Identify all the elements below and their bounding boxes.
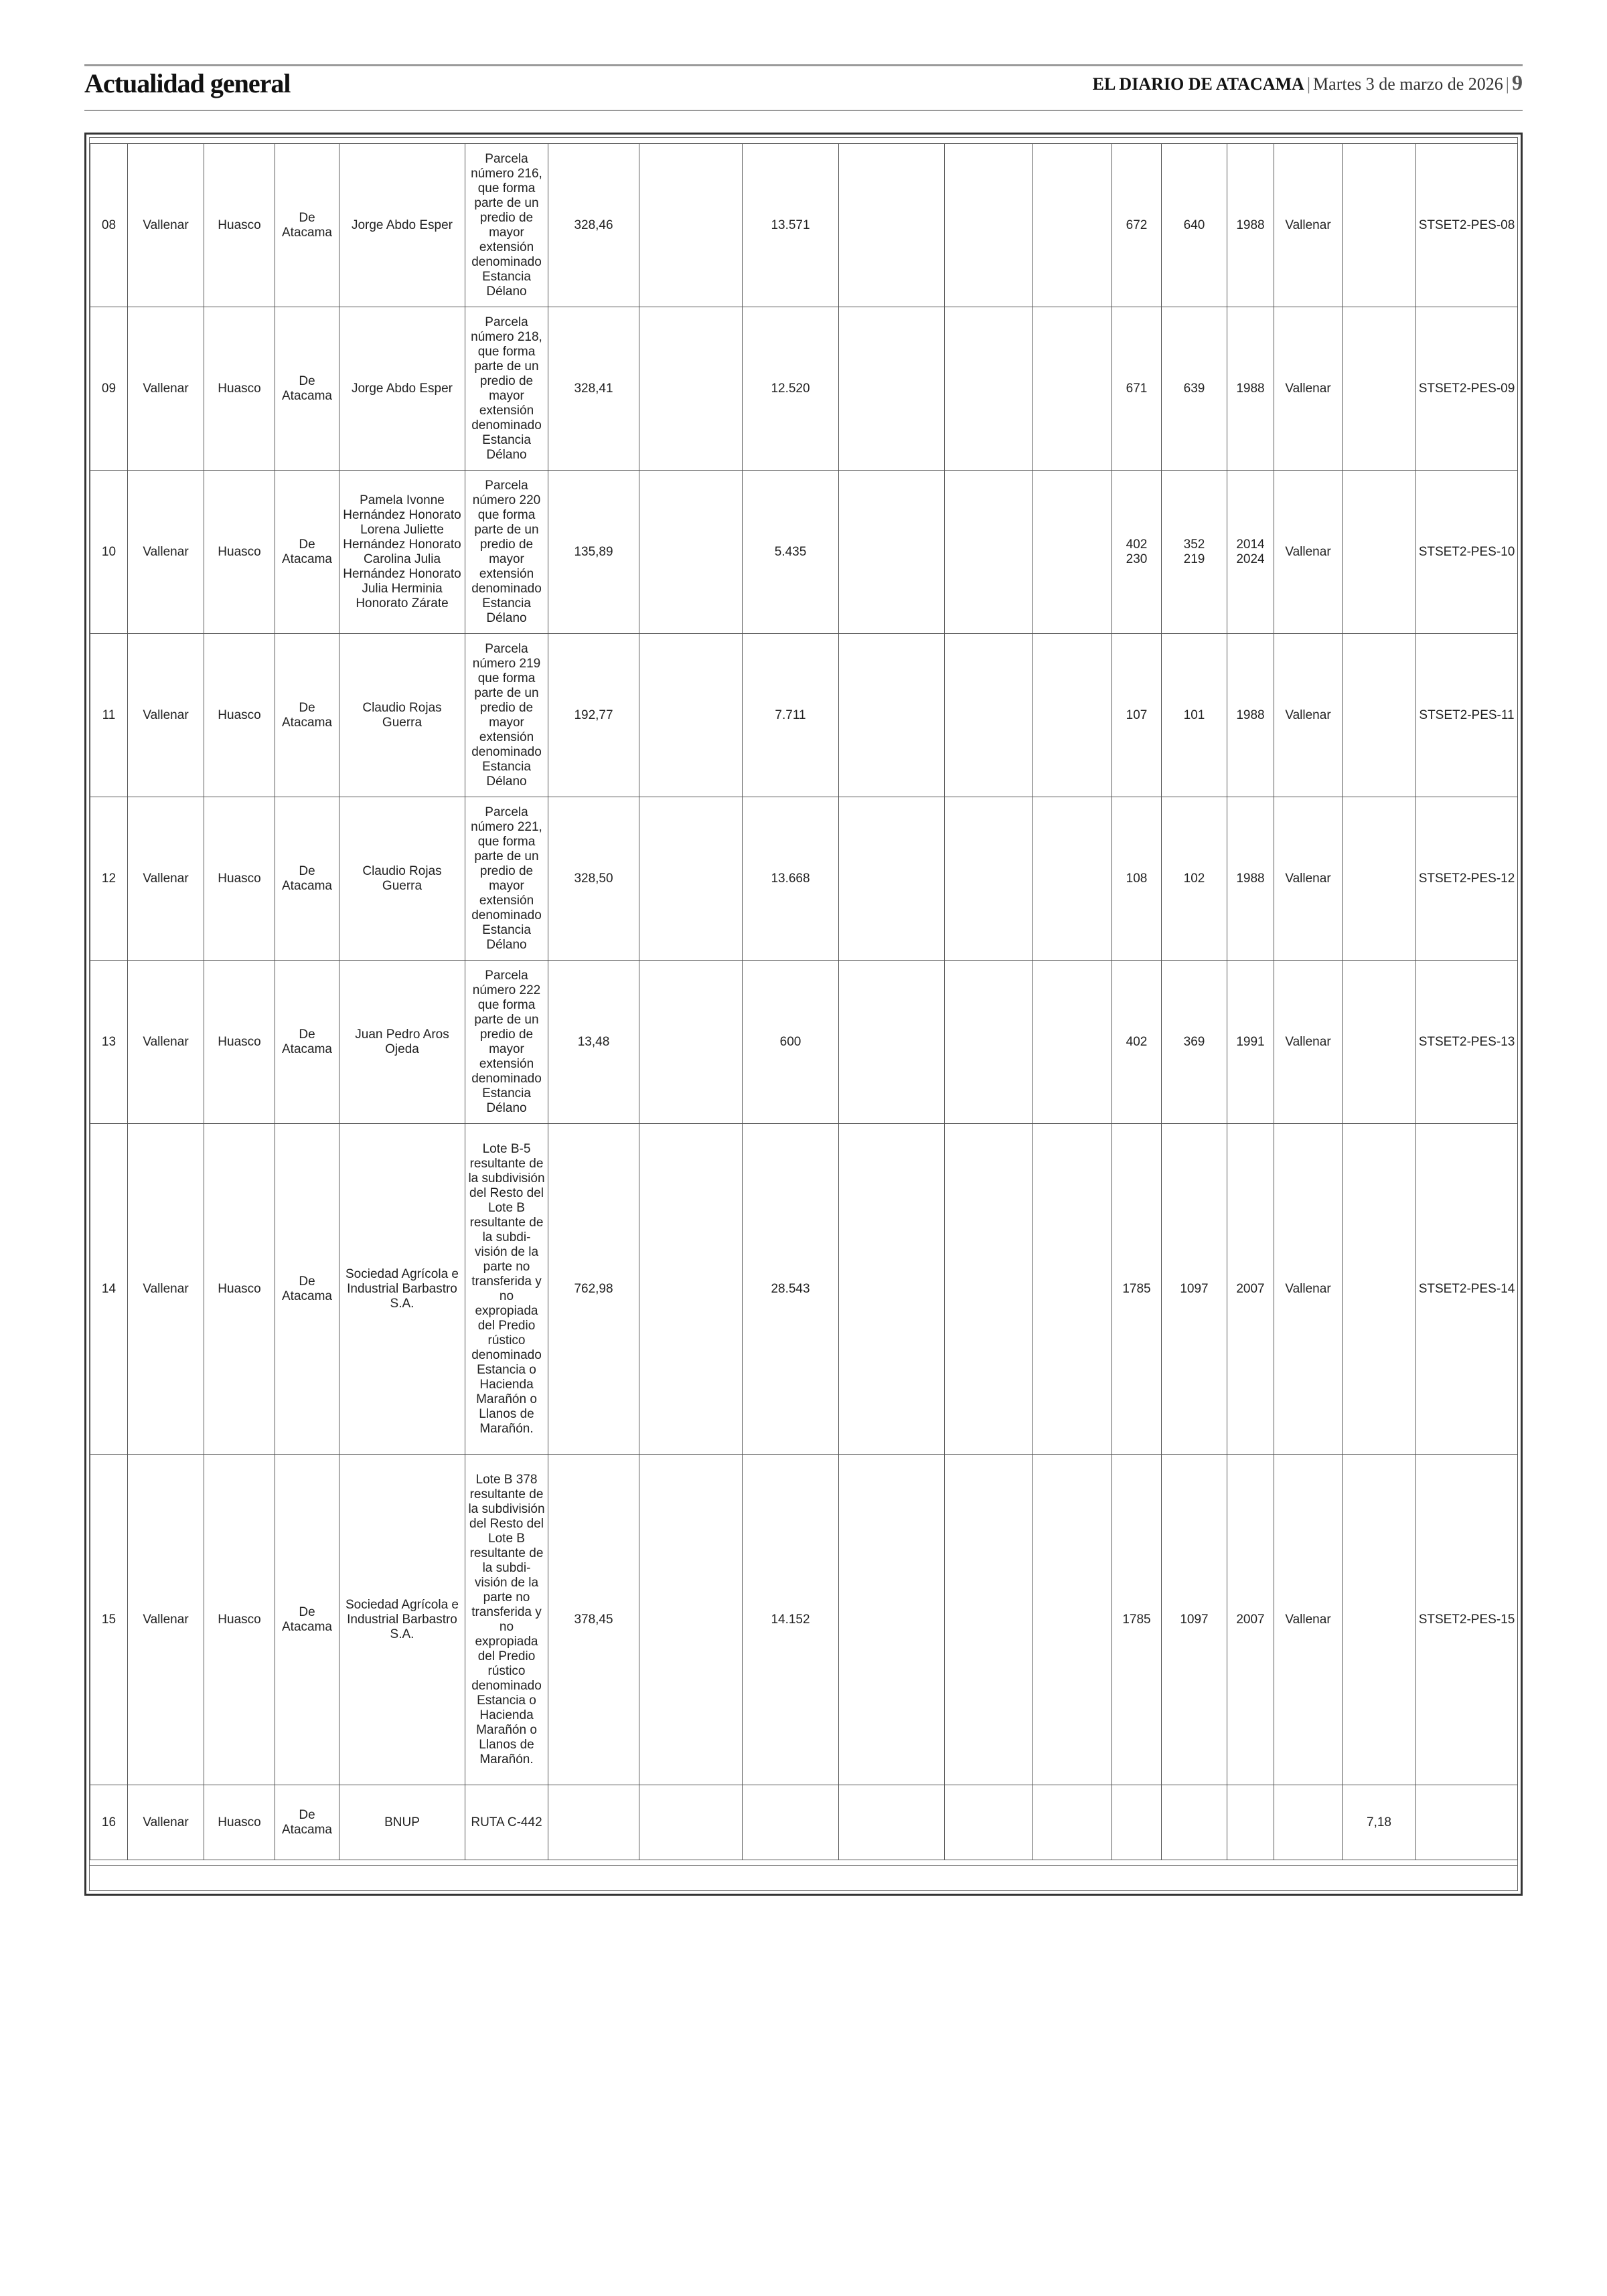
fojas-cell: 402 230 (1112, 471, 1162, 634)
row-number: 14 (90, 1124, 128, 1455)
lot-code-cell: STSET2-PES-15 (1416, 1455, 1518, 1785)
row-number: 09 (90, 307, 128, 471)
table-row (90, 961, 1518, 1124)
fojas-cell: 108 (1112, 797, 1162, 961)
width-cell (1343, 144, 1416, 307)
owner-cell: Claudio Rojas Guerra (339, 797, 465, 961)
expropriation-table (90, 143, 1518, 1860)
number-cell: 352 219 (1162, 471, 1227, 634)
description-cell: Lote B-5 resultante de la subdivisión del Resto del Lote B resultante de la subdi- visión de la parte no transferida y no expropiada del Predio rústico denominado Estancia o Hacienda Marañón o Llanos de Marañón. (465, 1124, 548, 1455)
surface-cell: 328,41 (548, 307, 639, 471)
row-number: 13 (90, 961, 128, 1124)
empty-cell (1033, 144, 1112, 307)
lot-code-cell: STSET2-PES-13 (1416, 961, 1518, 1124)
row-number: 10 (90, 471, 128, 634)
newspaper-name: EL DIARIO DE ATACAMA (1092, 74, 1304, 94)
empty-cell (945, 307, 1033, 471)
description-cell: Parcela número 221, que forma parte de un predio de mayor extensión denominado Estancia Délano (465, 797, 548, 961)
region-cell: De Atacama (275, 797, 339, 961)
table-row (90, 1124, 1518, 1455)
empty-cell (1033, 1455, 1112, 1785)
separator: | (1306, 74, 1311, 94)
lot-code-cell: STSET2-PES-14 (1416, 1124, 1518, 1455)
empty-cell (639, 797, 743, 961)
registry-cell (1274, 1785, 1343, 1860)
number-cell: 639 (1162, 307, 1227, 471)
fojas-cell: 672 (1112, 144, 1162, 307)
fojas-cell: 402 (1112, 961, 1162, 1124)
surface-cell: 762,98 (548, 1124, 639, 1455)
provincia-cell: Huasco (204, 1785, 275, 1860)
empty-cell (839, 307, 945, 471)
provincia-cell: Huasco (204, 797, 275, 961)
owner-cell: Juan Pedro Aros Ojeda (339, 961, 465, 1124)
year-cell: 1988 (1227, 144, 1274, 307)
empty-cell (1033, 797, 1112, 961)
registry-cell: Vallenar (1274, 471, 1343, 634)
table-row (90, 471, 1518, 634)
row-number: 15 (90, 1455, 128, 1785)
row-number: 12 (90, 797, 128, 961)
fojas-cell (1112, 1785, 1162, 1860)
surface-cell: 192,77 (548, 634, 639, 797)
table-body (90, 144, 1518, 1860)
empty-cell (639, 961, 743, 1124)
comuna-cell: Vallenar (128, 1455, 204, 1785)
region-cell: De Atacama (275, 1785, 339, 1860)
provincia-cell: Huasco (204, 144, 275, 307)
number-cell: 102 (1162, 797, 1227, 961)
table-row (90, 797, 1518, 961)
empty-cell (945, 144, 1033, 307)
empty-cell (1033, 1124, 1112, 1455)
lot-code-cell (1416, 1785, 1518, 1860)
table-row (90, 634, 1518, 797)
empty-cell (639, 307, 743, 471)
separator: | (1505, 74, 1509, 94)
value-cell: 12.520 (743, 307, 839, 471)
surface-cell: 378,45 (548, 1455, 639, 1785)
lot-code-cell: STSET2-PES-09 (1416, 307, 1518, 471)
description-cell: RUTA C-442 (465, 1785, 548, 1860)
provincia-cell: Huasco (204, 307, 275, 471)
region-cell: De Atacama (275, 307, 339, 471)
description-cell: Parcela número 219 que forma parte de un predio de mayor extensión denominado Estancia Délano (465, 634, 548, 797)
description-cell: Lote B 378 resultante de la subdivisión del Resto del Lote B resultante de la subdi- visión de la parte no transferida y no expropiada del Predio rústico denominado Estancia o Hacienda Marañón o Llanos de Marañón. (465, 1455, 548, 1785)
region-cell: De Atacama (275, 634, 339, 797)
empty-cell (945, 471, 1033, 634)
region-cell: De Atacama (275, 1124, 339, 1455)
empty-cell (945, 961, 1033, 1124)
width-cell (1343, 1124, 1416, 1455)
page-header (84, 64, 1523, 111)
width-cell (1343, 307, 1416, 471)
masthead (1093, 70, 1523, 95)
page-number: 9 (1512, 70, 1523, 94)
table-row (90, 144, 1518, 307)
fojas-cell: 107 (1112, 634, 1162, 797)
lot-code-cell: STSET2-PES-08 (1416, 144, 1518, 307)
row-number: 16 (90, 1785, 128, 1860)
year-cell: 1988 (1227, 797, 1274, 961)
year-cell: 1991 (1227, 961, 1274, 1124)
value-cell: 28.543 (743, 1124, 839, 1455)
section-title: Actualidad general (84, 68, 291, 98)
provincia-cell: Huasco (204, 961, 275, 1124)
surface-cell: 135,89 (548, 471, 639, 634)
owner-cell: Claudio Rojas Guerra (339, 634, 465, 797)
year-cell (1227, 1785, 1274, 1860)
region-cell: De Atacama (275, 1455, 339, 1785)
comuna-cell: Vallenar (128, 307, 204, 471)
number-cell (1162, 1785, 1227, 1860)
region-cell: De Atacama (275, 471, 339, 634)
provincia-cell: Huasco (204, 471, 275, 634)
table-row (90, 1785, 1518, 1860)
surface-cell (548, 1785, 639, 1860)
empty-cell (639, 144, 743, 307)
comuna-cell: Vallenar (128, 1124, 204, 1455)
value-cell: 13.571 (743, 144, 839, 307)
empty-cell (839, 797, 945, 961)
empty-cell (839, 1455, 945, 1785)
empty-cell (839, 1785, 945, 1860)
empty-cell (839, 144, 945, 307)
owner-cell: Sociedad Agrícola e Industrial Barbastro S.A. (339, 1124, 465, 1455)
registry-cell: Vallenar (1274, 307, 1343, 471)
registry-cell: Vallenar (1274, 634, 1343, 797)
description-cell: Parcela número 220 que forma parte de un predio de mayor extensión denominado Estancia Délano (465, 471, 548, 634)
empty-cell (945, 797, 1033, 961)
width-cell: 7,18 (1343, 1785, 1416, 1860)
registry-cell: Vallenar (1274, 144, 1343, 307)
width-cell (1343, 1455, 1416, 1785)
year-cell: 1988 (1227, 634, 1274, 797)
fojas-cell: 671 (1112, 307, 1162, 471)
registry-cell: Vallenar (1274, 797, 1343, 961)
registry-cell: Vallenar (1274, 1455, 1343, 1785)
number-cell: 640 (1162, 144, 1227, 307)
empty-cell (639, 634, 743, 797)
comuna-cell: Vallenar (128, 471, 204, 634)
registry-cell: Vallenar (1274, 1124, 1343, 1455)
width-cell (1343, 471, 1416, 634)
empty-cell (839, 961, 945, 1124)
provincia-cell: Huasco (204, 1455, 275, 1785)
empty-cell (945, 1455, 1033, 1785)
year-cell: 2007 (1227, 1124, 1274, 1455)
owner-cell: Jorge Abdo Esper (339, 144, 465, 307)
year-cell: 1988 (1227, 307, 1274, 471)
lot-code-cell: STSET2-PES-11 (1416, 634, 1518, 797)
empty-cell (1033, 307, 1112, 471)
empty-cell (945, 1785, 1033, 1860)
empty-cell (839, 1124, 945, 1455)
table-bottom-band (90, 1865, 1517, 1891)
empty-cell (1033, 634, 1112, 797)
issue-date: Martes 3 de marzo de 2026 (1313, 74, 1503, 94)
width-cell (1343, 797, 1416, 961)
surface-cell: 328,46 (548, 144, 639, 307)
row-number: 08 (90, 144, 128, 307)
comuna-cell: Vallenar (128, 144, 204, 307)
empty-cell (839, 471, 945, 634)
value-cell: 5.435 (743, 471, 839, 634)
surface-cell: 328,50 (548, 797, 639, 961)
value-cell (743, 1785, 839, 1860)
row-number: 11 (90, 634, 128, 797)
empty-cell (945, 634, 1033, 797)
fojas-cell: 1785 (1112, 1455, 1162, 1785)
description-cell: Parcela número 222 que forma parte de un predio de mayor extensión denominado Estancia Délano (465, 961, 548, 1124)
empty-cell (639, 1124, 743, 1455)
value-cell: 14.152 (743, 1455, 839, 1785)
fojas-cell: 1785 (1112, 1124, 1162, 1455)
owner-cell: BNUP (339, 1785, 465, 1860)
comuna-cell: Vallenar (128, 1785, 204, 1860)
empty-cell (639, 1455, 743, 1785)
empty-cell (1033, 1785, 1112, 1860)
region-cell: De Atacama (275, 961, 339, 1124)
owner-cell: Sociedad Agrícola e Industrial Barbastro S.A. (339, 1455, 465, 1785)
lot-code-cell: STSET2-PES-10 (1416, 471, 1518, 634)
comuna-cell: Vallenar (128, 634, 204, 797)
year-cell: 2007 (1227, 1455, 1274, 1785)
region-cell: De Atacama (275, 144, 339, 307)
provincia-cell: Huasco (204, 634, 275, 797)
description-cell: Parcela número 218, que forma parte de un predio de mayor extensión denominado Estancia Délano (465, 307, 548, 471)
width-cell (1343, 634, 1416, 797)
provincia-cell: Huasco (204, 1124, 275, 1455)
empty-cell (1033, 961, 1112, 1124)
empty-cell (639, 471, 743, 634)
empty-cell (945, 1124, 1033, 1455)
year-cell: 2014 2024 (1227, 471, 1274, 634)
value-cell: 13.668 (743, 797, 839, 961)
registry-cell: Vallenar (1274, 961, 1343, 1124)
number-cell: 101 (1162, 634, 1227, 797)
table-row (90, 307, 1518, 471)
empty-cell (839, 634, 945, 797)
comuna-cell: Vallenar (128, 797, 204, 961)
number-cell: 1097 (1162, 1124, 1227, 1455)
description-cell: Parcela número 216, que forma parte de un predio de mayor extensión denominado Estancia Délano (465, 144, 548, 307)
table-row (90, 1455, 1518, 1785)
width-cell (1343, 961, 1416, 1124)
empty-cell (639, 1785, 743, 1860)
value-cell: 7.711 (743, 634, 839, 797)
number-cell: 1097 (1162, 1455, 1227, 1785)
number-cell: 369 (1162, 961, 1227, 1124)
comuna-cell: Vallenar (128, 961, 204, 1124)
lot-code-cell: STSET2-PES-12 (1416, 797, 1518, 961)
empty-cell (1033, 471, 1112, 634)
surface-cell: 13,48 (548, 961, 639, 1124)
owner-cell: Pamela Ivonne Hernández Honorato Lorena Juliette Hernández Honorato Carolina Julia Hernández Honorato Julia Herminia Honorato Zárate (339, 471, 465, 634)
owner-cell: Jorge Abdo Esper (339, 307, 465, 471)
value-cell: 600 (743, 961, 839, 1124)
